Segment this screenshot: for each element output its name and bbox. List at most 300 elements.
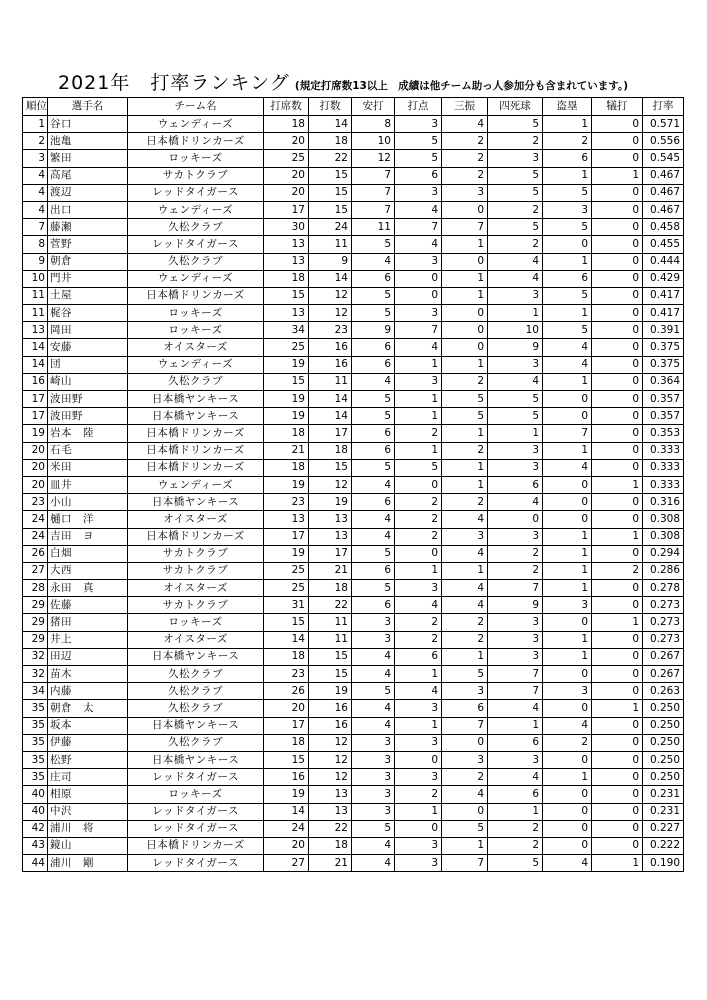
cell-strikeouts: 2 [442, 442, 488, 459]
cell-hits: 4 [352, 511, 395, 528]
cell-rbi: 2 [395, 511, 442, 528]
table-row [23, 184, 684, 201]
cell-sacrifice-bunts: 0 [592, 683, 643, 700]
cell-walks-hbp: 5 [488, 408, 543, 425]
cell-hits: 5 [352, 408, 395, 425]
cell-batting-average: 0.316 [643, 494, 684, 511]
cell-hits: 4 [352, 373, 395, 390]
cell-rbi: 1 [395, 391, 442, 408]
cell-at-bats: 15 [309, 167, 352, 184]
table-row [23, 339, 684, 356]
cell-walks-hbp: 4 [488, 373, 543, 390]
cell-team-name: 日本橋ヤンキース [128, 391, 264, 408]
cell-strikeouts: 2 [442, 494, 488, 511]
cell-team-name: 久松クラブ [128, 666, 264, 683]
cell-batting-average: 0.571 [643, 116, 684, 133]
cell-stolen-bases: 0 [543, 820, 592, 837]
cell-at-bats: 15 [309, 648, 352, 665]
table-row [23, 133, 684, 150]
cell-hits: 4 [352, 717, 395, 734]
cell-rbi: 0 [395, 820, 442, 837]
header-walks-hbp: 四死球 [488, 98, 543, 116]
cell-player-name: 井上 [48, 631, 128, 648]
cell-hits: 4 [352, 700, 395, 717]
cell-team-name: レッドタイガース [128, 820, 264, 837]
cell-rbi: 6 [395, 648, 442, 665]
cell-batting-average: 0.250 [643, 700, 684, 717]
cell-rank: 32 [23, 648, 48, 665]
cell-strikeouts: 2 [442, 373, 488, 390]
cell-sacrifice-bunts: 0 [592, 373, 643, 390]
cell-plate-appearances: 34 [264, 322, 309, 339]
cell-hits: 5 [352, 459, 395, 476]
cell-plate-appearances: 25 [264, 562, 309, 579]
cell-player-name: 苗木 [48, 666, 128, 683]
cell-team-name: ウェンディーズ [128, 356, 264, 373]
cell-hits: 4 [352, 253, 395, 270]
cell-player-name: 繁田 [48, 150, 128, 167]
cell-player-name: 池亀 [48, 133, 128, 150]
cell-sacrifice-bunts: 0 [592, 511, 643, 528]
cell-walks-hbp: 4 [488, 270, 543, 287]
cell-walks-hbp: 3 [488, 442, 543, 459]
header-at-bats: 打数 [309, 98, 352, 116]
cell-player-name: 渡辺 [48, 184, 128, 201]
header-plate-appearances: 打席数 [264, 98, 309, 116]
cell-rank: 43 [23, 837, 48, 854]
cell-rbi: 1 [395, 356, 442, 373]
table-row [23, 786, 684, 803]
cell-plate-appearances: 15 [264, 287, 309, 304]
cell-rank: 42 [23, 820, 48, 837]
cell-team-name: 日本橋ドリンカーズ [128, 425, 264, 442]
cell-sacrifice-bunts: 1 [592, 476, 643, 493]
page-title [58, 68, 628, 92]
table-row [23, 803, 684, 820]
cell-sacrifice-bunts: 0 [592, 356, 643, 373]
cell-at-bats: 18 [309, 133, 352, 150]
cell-at-bats: 13 [309, 786, 352, 803]
cell-player-name: 松野 [48, 751, 128, 768]
cell-sacrifice-bunts: 0 [592, 236, 643, 253]
cell-player-name: 出口 [48, 201, 128, 218]
cell-stolen-bases: 2 [543, 133, 592, 150]
cell-plate-appearances: 17 [264, 201, 309, 218]
cell-sacrifice-bunts: 0 [592, 666, 643, 683]
cell-at-bats: 15 [309, 201, 352, 218]
cell-sacrifice-bunts: 0 [592, 322, 643, 339]
cell-batting-average: 0.250 [643, 751, 684, 768]
cell-strikeouts: 5 [442, 408, 488, 425]
cell-team-name: オイスターズ [128, 511, 264, 528]
cell-player-name: 団 [48, 356, 128, 373]
cell-player-name: 浦川 将 [48, 820, 128, 837]
cell-player-name: 中沢 [48, 803, 128, 820]
cell-player-name: 岩本 陸 [48, 425, 128, 442]
cell-stolen-bases: 0 [543, 391, 592, 408]
cell-plate-appearances: 16 [264, 769, 309, 786]
cell-batting-average: 0.429 [643, 270, 684, 287]
table-row [23, 356, 684, 373]
cell-walks-hbp: 3 [488, 648, 543, 665]
cell-team-name: レッドタイガース [128, 769, 264, 786]
cell-sacrifice-bunts: 0 [592, 459, 643, 476]
cell-team-name: 日本橋ドリンカーズ [128, 528, 264, 545]
cell-rbi: 3 [395, 769, 442, 786]
cell-stolen-bases: 4 [543, 459, 592, 476]
cell-rbi: 0 [395, 751, 442, 768]
cell-hits: 6 [352, 425, 395, 442]
cell-plate-appearances: 19 [264, 356, 309, 373]
cell-walks-hbp: 3 [488, 528, 543, 545]
cell-stolen-bases: 5 [543, 219, 592, 236]
cell-at-bats: 14 [309, 391, 352, 408]
cell-rbi: 4 [395, 236, 442, 253]
cell-walks-hbp: 2 [488, 837, 543, 854]
cell-strikeouts: 0 [442, 253, 488, 270]
cell-rbi: 1 [395, 666, 442, 683]
table-row [23, 408, 684, 425]
cell-player-name: 藤瀬 [48, 219, 128, 236]
cell-walks-hbp: 2 [488, 133, 543, 150]
cell-at-bats: 12 [309, 769, 352, 786]
cell-player-name: 伊藤 [48, 734, 128, 751]
cell-plate-appearances: 19 [264, 786, 309, 803]
cell-stolen-bases: 1 [543, 562, 592, 579]
cell-rank: 29 [23, 597, 48, 614]
cell-team-name: サカトクラブ [128, 597, 264, 614]
cell-stolen-bases: 4 [543, 717, 592, 734]
cell-sacrifice-bunts: 0 [592, 339, 643, 356]
cell-hits: 3 [352, 786, 395, 803]
cell-at-bats: 16 [309, 339, 352, 356]
cell-stolen-bases: 6 [543, 270, 592, 287]
cell-sacrifice-bunts: 0 [592, 184, 643, 201]
cell-plate-appearances: 23 [264, 666, 309, 683]
cell-sacrifice-bunts: 0 [592, 425, 643, 442]
cell-strikeouts: 3 [442, 751, 488, 768]
cell-batting-average: 0.250 [643, 734, 684, 751]
cell-walks-hbp: 0 [488, 511, 543, 528]
table-row [23, 717, 684, 734]
cell-strikeouts: 5 [442, 666, 488, 683]
cell-rbi: 1 [395, 442, 442, 459]
cell-stolen-bases: 1 [543, 528, 592, 545]
cell-stolen-bases: 6 [543, 150, 592, 167]
cell-rank: 20 [23, 459, 48, 476]
cell-stolen-bases: 3 [543, 597, 592, 614]
cell-walks-hbp: 7 [488, 683, 543, 700]
cell-batting-average: 0.353 [643, 425, 684, 442]
cell-sacrifice-bunts: 0 [592, 133, 643, 150]
cell-plate-appearances: 15 [264, 751, 309, 768]
cell-rbi: 0 [395, 476, 442, 493]
cell-team-name: 久松クラブ [128, 253, 264, 270]
cell-batting-average: 0.231 [643, 786, 684, 803]
cell-strikeouts: 2 [442, 769, 488, 786]
cell-strikeouts: 1 [442, 270, 488, 287]
cell-player-name: 浦川 剛 [48, 855, 128, 872]
cell-player-name: 庄司 [48, 769, 128, 786]
cell-plate-appearances: 18 [264, 734, 309, 751]
cell-rbi: 2 [395, 786, 442, 803]
table-row [23, 683, 684, 700]
cell-at-bats: 9 [309, 253, 352, 270]
cell-at-bats: 21 [309, 855, 352, 872]
cell-player-name: 門井 [48, 270, 128, 287]
cell-batting-average: 0.222 [643, 837, 684, 854]
cell-strikeouts: 2 [442, 614, 488, 631]
cell-rbi: 3 [395, 305, 442, 322]
cell-rank: 40 [23, 786, 48, 803]
table-row [23, 287, 684, 304]
cell-team-name: ロッキーズ [128, 150, 264, 167]
cell-strikeouts: 0 [442, 322, 488, 339]
cell-strikeouts: 3 [442, 184, 488, 201]
cell-hits: 3 [352, 614, 395, 631]
cell-strikeouts: 2 [442, 167, 488, 184]
table-row [23, 528, 684, 545]
cell-rbi: 1 [395, 717, 442, 734]
cell-player-name: 米田 [48, 459, 128, 476]
table-row [23, 751, 684, 768]
cell-batting-average: 0.357 [643, 391, 684, 408]
header-sacrifice-bunts: 犠打 [592, 98, 643, 116]
cell-rbi: 5 [395, 150, 442, 167]
cell-walks-hbp: 5 [488, 184, 543, 201]
cell-team-name: 日本橋ドリンカーズ [128, 837, 264, 854]
cell-plate-appearances: 19 [264, 476, 309, 493]
header-team: チーム名 [128, 98, 264, 116]
cell-hits: 3 [352, 751, 395, 768]
cell-stolen-bases: 0 [543, 751, 592, 768]
cell-strikeouts: 7 [442, 219, 488, 236]
cell-plate-appearances: 13 [264, 305, 309, 322]
cell-at-bats: 22 [309, 820, 352, 837]
table-row [23, 580, 684, 597]
cell-rbi: 3 [395, 184, 442, 201]
cell-at-bats: 19 [309, 683, 352, 700]
cell-plate-appearances: 14 [264, 631, 309, 648]
cell-hits: 4 [352, 666, 395, 683]
table-row [23, 666, 684, 683]
cell-team-name: ウェンディーズ [128, 476, 264, 493]
cell-strikeouts: 1 [442, 562, 488, 579]
cell-at-bats: 14 [309, 408, 352, 425]
cell-at-bats: 15 [309, 459, 352, 476]
cell-stolen-bases: 4 [543, 339, 592, 356]
cell-plate-appearances: 31 [264, 597, 309, 614]
cell-hits: 11 [352, 219, 395, 236]
cell-plate-appearances: 18 [264, 116, 309, 133]
cell-hits: 6 [352, 494, 395, 511]
cell-player-name: 坂本 [48, 717, 128, 734]
cell-hits: 6 [352, 270, 395, 287]
table-row [23, 769, 684, 786]
cell-walks-hbp: 7 [488, 666, 543, 683]
cell-rbi: 3 [395, 116, 442, 133]
table-row [23, 837, 684, 854]
cell-rbi: 4 [395, 201, 442, 218]
cell-player-name: 鏡山 [48, 837, 128, 854]
table-row [23, 219, 684, 236]
cell-sacrifice-bunts: 0 [592, 305, 643, 322]
cell-at-bats: 22 [309, 597, 352, 614]
cell-rbi: 4 [395, 683, 442, 700]
cell-rbi: 2 [395, 631, 442, 648]
table-row [23, 150, 684, 167]
cell-at-bats: 15 [309, 666, 352, 683]
cell-stolen-bases: 0 [543, 236, 592, 253]
cell-rank: 17 [23, 408, 48, 425]
cell-walks-hbp: 2 [488, 562, 543, 579]
cell-batting-average: 0.417 [643, 305, 684, 322]
cell-strikeouts: 1 [442, 459, 488, 476]
cell-rank: 14 [23, 339, 48, 356]
cell-rank: 32 [23, 666, 48, 683]
cell-team-name: 日本橋ヤンキース [128, 408, 264, 425]
cell-plate-appearances: 27 [264, 855, 309, 872]
cell-batting-average: 0.417 [643, 287, 684, 304]
cell-walks-hbp: 4 [488, 700, 543, 717]
cell-at-bats: 12 [309, 751, 352, 768]
cell-team-name: ウェンディーズ [128, 116, 264, 133]
cell-strikeouts: 4 [442, 545, 488, 562]
cell-player-name: 猪田 [48, 614, 128, 631]
cell-walks-hbp: 7 [488, 580, 543, 597]
cell-hits: 5 [352, 683, 395, 700]
cell-sacrifice-bunts: 0 [592, 219, 643, 236]
cell-stolen-bases: 0 [543, 786, 592, 803]
cell-strikeouts: 4 [442, 597, 488, 614]
cell-walks-hbp: 5 [488, 391, 543, 408]
cell-batting-average: 0.375 [643, 356, 684, 373]
cell-batting-average: 0.333 [643, 442, 684, 459]
table-row [23, 322, 684, 339]
cell-plate-appearances: 13 [264, 236, 309, 253]
cell-team-name: レッドタイガース [128, 855, 264, 872]
cell-player-name: 内藤 [48, 683, 128, 700]
cell-walks-hbp: 3 [488, 751, 543, 768]
cell-hits: 4 [352, 528, 395, 545]
cell-sacrifice-bunts: 0 [592, 270, 643, 287]
cell-stolen-bases: 1 [543, 167, 592, 184]
cell-plate-appearances: 18 [264, 425, 309, 442]
cell-walks-hbp: 2 [488, 201, 543, 218]
cell-sacrifice-bunts: 0 [592, 201, 643, 218]
cell-rbi: 1 [395, 803, 442, 820]
cell-rbi: 2 [395, 528, 442, 545]
cell-batting-average: 0.190 [643, 855, 684, 872]
cell-stolen-bases: 4 [543, 855, 592, 872]
cell-walks-hbp: 2 [488, 545, 543, 562]
cell-rbi: 5 [395, 133, 442, 150]
cell-strikeouts: 1 [442, 837, 488, 854]
cell-player-name: 朝倉 太 [48, 700, 128, 717]
cell-strikeouts: 0 [442, 339, 488, 356]
cell-rank: 40 [23, 803, 48, 820]
cell-rank: 16 [23, 373, 48, 390]
table-row [23, 459, 684, 476]
cell-plate-appearances: 15 [264, 614, 309, 631]
cell-sacrifice-bunts: 0 [592, 717, 643, 734]
cell-hits: 5 [352, 287, 395, 304]
cell-strikeouts: 0 [442, 201, 488, 218]
cell-at-bats: 18 [309, 837, 352, 854]
cell-stolen-bases: 0 [543, 666, 592, 683]
cell-rank: 23 [23, 494, 48, 511]
cell-hits: 3 [352, 769, 395, 786]
cell-sacrifice-bunts: 0 [592, 408, 643, 425]
cell-sacrifice-bunts: 0 [592, 494, 643, 511]
cell-stolen-bases: 2 [543, 734, 592, 751]
cell-sacrifice-bunts: 0 [592, 648, 643, 665]
cell-strikeouts: 2 [442, 133, 488, 150]
cell-sacrifice-bunts: 0 [592, 150, 643, 167]
cell-sacrifice-bunts: 0 [592, 116, 643, 133]
header-stolen-bases: 盗塁 [543, 98, 592, 116]
cell-player-name: 谷口 [48, 116, 128, 133]
cell-walks-hbp: 1 [488, 803, 543, 820]
cell-sacrifice-bunts: 0 [592, 769, 643, 786]
cell-walks-hbp: 3 [488, 614, 543, 631]
cell-walks-hbp: 1 [488, 717, 543, 734]
table-row [23, 545, 684, 562]
cell-player-name: 永田 真 [48, 580, 128, 597]
cell-plate-appearances: 18 [264, 648, 309, 665]
cell-team-name: ロッキーズ [128, 322, 264, 339]
cell-team-name: ロッキーズ [128, 614, 264, 631]
cell-walks-hbp: 1 [488, 305, 543, 322]
cell-stolen-bases: 3 [543, 201, 592, 218]
cell-team-name: ロッキーズ [128, 305, 264, 322]
cell-rbi: 3 [395, 253, 442, 270]
cell-team-name: 日本橋ドリンカーズ [128, 442, 264, 459]
cell-player-name: 波田野 [48, 391, 128, 408]
cell-team-name: 日本橋ヤンキース [128, 648, 264, 665]
cell-at-bats: 14 [309, 270, 352, 287]
cell-batting-average: 0.556 [643, 133, 684, 150]
table-row [23, 236, 684, 253]
cell-batting-average: 0.263 [643, 683, 684, 700]
cell-walks-hbp: 4 [488, 494, 543, 511]
cell-rank: 11 [23, 287, 48, 304]
cell-rank: 2 [23, 133, 48, 150]
cell-rank: 35 [23, 734, 48, 751]
table-row [23, 116, 684, 133]
cell-plate-appearances: 19 [264, 391, 309, 408]
table-row [23, 270, 684, 287]
cell-team-name: サカトクラブ [128, 545, 264, 562]
cell-player-name: 田辺 [48, 648, 128, 665]
table-row [23, 494, 684, 511]
cell-team-name: ウェンディーズ [128, 201, 264, 218]
cell-hits: 5 [352, 580, 395, 597]
cell-stolen-bases: 1 [543, 442, 592, 459]
cell-player-name: 朝倉 [48, 253, 128, 270]
cell-rbi: 5 [395, 459, 442, 476]
cell-sacrifice-bunts: 0 [592, 820, 643, 837]
cell-walks-hbp: 5 [488, 116, 543, 133]
cell-strikeouts: 0 [442, 734, 488, 751]
cell-sacrifice-bunts: 0 [592, 442, 643, 459]
cell-rbi: 7 [395, 219, 442, 236]
cell-at-bats: 11 [309, 236, 352, 253]
cell-stolen-bases: 0 [543, 476, 592, 493]
table-row [23, 597, 684, 614]
cell-player-name: 土屋 [48, 287, 128, 304]
cell-sacrifice-bunts: 1 [592, 855, 643, 872]
